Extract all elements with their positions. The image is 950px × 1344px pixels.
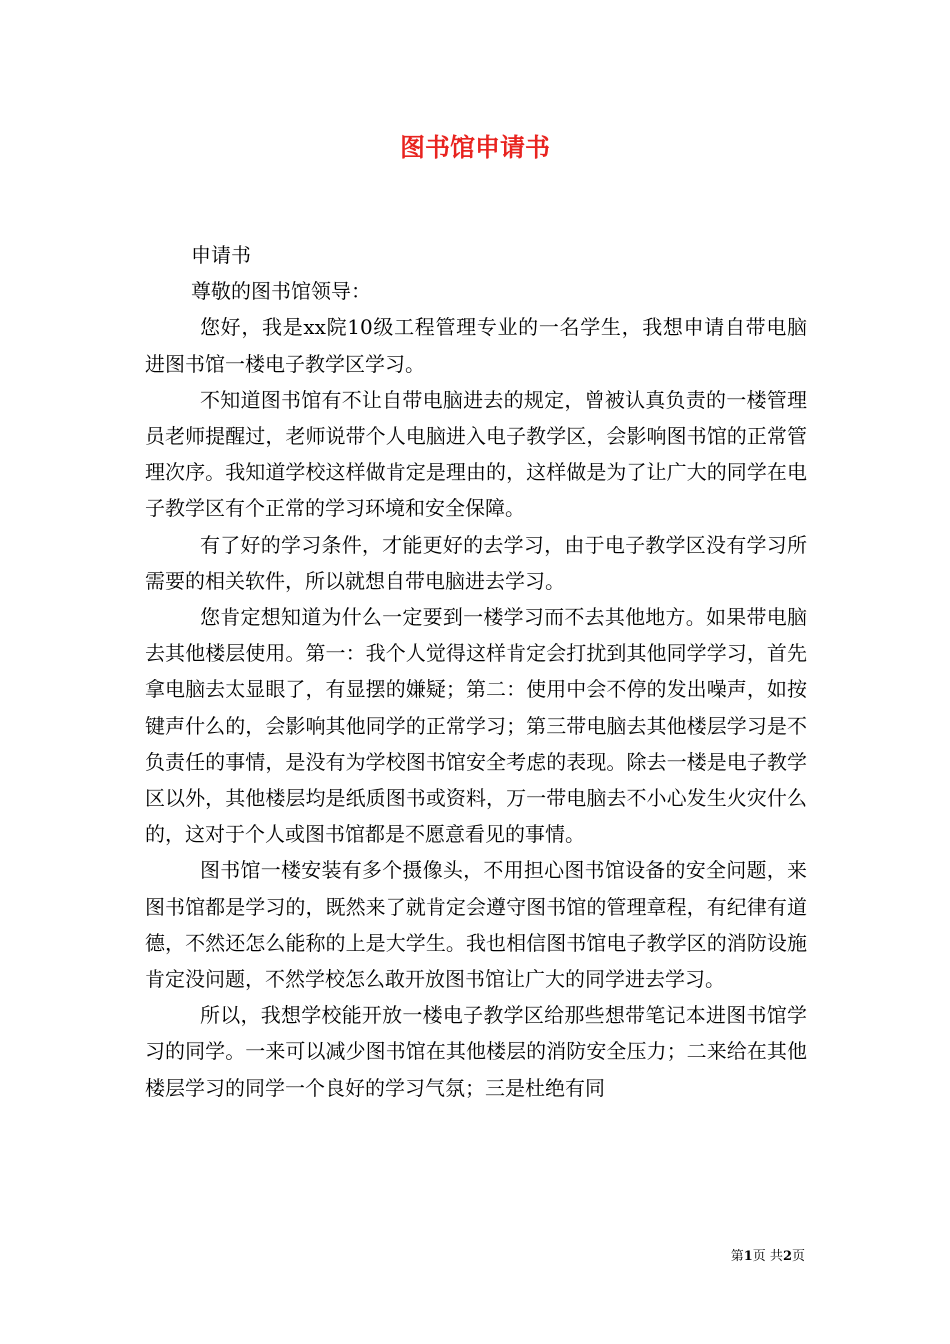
paragraph: 有了好的学习条件，才能更好的去学习，由于电子教学区没有学习所需要的相关软件，所以就想自带电脑进去学习。 xyxy=(145,532,807,593)
footer-prefix: 第 xyxy=(730,1249,744,1264)
paragraph-heading: 申请书 xyxy=(191,243,251,267)
footer-suffix: 页 xyxy=(791,1249,805,1264)
footer-current-page: 1 xyxy=(743,1249,753,1264)
paragraph: 您肯定想知道为什么一定要到一楼学习而不去其他地方。如果带电脑去其他楼层使用。第一：我个人觉得这样肯定会打扰到其他同学学习，首先拿电脑去太显眼了，有显摆的嫌疑；第二：使用中会不停的发出噪声，如按键声什么的，会影响其他同学的正常学习；第三带电脑去其他楼层学习是不负责任的事情，是没有为学校图书馆安全考虑的表现。除去一楼是电子教学区以外，其他楼层均是纸质图书或资料，万一带电脑去不小心发生火灾什么的，这对于个人或图书馆都是不愿意看见的事情。 xyxy=(145,605,807,847)
paragraph-salutation: 尊敬的图书馆领导： xyxy=(191,279,371,304)
footer-middle: 页 共 xyxy=(752,1249,783,1264)
paragraph: 图书馆一楼安装有多个摄像头，不用担心图书馆设备的安全问题，来图书馆都是学习的，既然来了就肯定会遵守图书馆的管理章程，有纪律有道德，不然还怎么能称的上是大学生。我也相信图书馆电子教学区的消防设施肯定没问题，不然学校怎么敢开放图书馆让广大的同学进去学习。 xyxy=(145,858,807,992)
paragraph: 不知道图书馆有不让自带电脑进去的规定，曾被认真负责的一楼管理员老师提醒过，老师说带个人电脑进入电子教学区，会影响图书馆的正常管理次序。我知道学校这样做肯定是理由的，这样做是为了让广大的同学在电子教学区有个正常的学习环境和安全保障。 xyxy=(145,387,807,521)
page-number-footer xyxy=(731,1247,805,1267)
document-title: 图书馆申请书 xyxy=(399,133,550,162)
paragraph: 您好，我是xx院10级工程管理专业的一名学生，我想申请自带电脑进图书馆一楼电子教学区学习。 xyxy=(145,315,807,376)
document-body xyxy=(145,237,807,1106)
footer-total-pages: 2 xyxy=(782,1249,792,1264)
paragraph: 所以，我想学校能开放一楼电子教学区给那些想带笔记本进图书馆学习的同学。一来可以减少图书馆在其他楼层的消防安全压力；二来给在其他楼层学习的同学一个良好的学习气氛；三是杜绝有同 xyxy=(145,1003,807,1100)
